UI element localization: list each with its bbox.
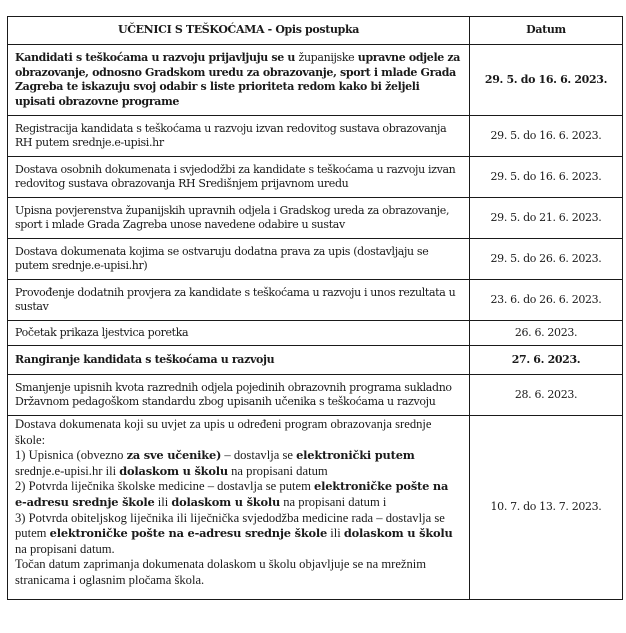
- row-date: 10. 7. do 13. 7. 2023.: [470, 416, 623, 600]
- documents-item-3: [15, 511, 462, 558]
- row-description: [8, 416, 470, 600]
- row-description: Dostava dokumenata kojima se ostvaruju dodatna prava za upis (dostavljaju se putem srednje.e-upisi.hr): [8, 239, 470, 280]
- text-segment: na propisani datum.: [15, 541, 115, 556]
- text-segment: na propisani datum i: [280, 494, 387, 509]
- text-segment: 2) Potvrda liječnika školske medicine – dostavlja se putem: [15, 479, 315, 494]
- table-row: [8, 346, 623, 375]
- row-description: Početak prikaza ljestvica poretka: [8, 321, 470, 346]
- row-date: 27. 6. 2023.: [470, 346, 623, 375]
- row-date: 29. 5. do 16. 6. 2023.: [470, 45, 623, 116]
- row-date: 28. 6. 2023.: [470, 375, 623, 416]
- row-date: 26. 6. 2023.: [470, 321, 623, 346]
- row-description: Rangiranje kandidata s teškoćama u razvoju: [8, 346, 470, 375]
- emphasized-text: elektronički putem: [296, 448, 415, 463]
- documents-item-2: [15, 479, 462, 510]
- row-description: Dostava osobnih dokumenata i svjedodžbi za kandidate s teškoćama u razvoju izvan redovitog sustava obrazovanja RH Središnjem prijavnom uredu: [8, 157, 470, 198]
- table-row: [8, 280, 623, 321]
- text-segment: 1) Upisnica (obvezno: [15, 448, 127, 463]
- emphasized-text: dolaskom u školu: [171, 494, 281, 509]
- table-row: [8, 198, 623, 239]
- row-description: Registracija kandidata s teškoćama u razvoju izvan redovitog sustava obrazovanja RH putem srednje.e-upisi.hr: [8, 116, 470, 157]
- text-segment: srednje.e-upisi.hr ili: [15, 463, 120, 478]
- table-row: [8, 375, 623, 416]
- schedule-table: [7, 16, 623, 600]
- row-description: Upisna povjerenstva županijskih upravnih odjela i Gradskog ureda za obrazovanje, sport i mlade Grada Zagreba unose navedene odabire u sustav: [8, 198, 470, 239]
- documents-intro: Dostava dokumenata koji su uvjet za upis u određeni program obrazovanja srednje škole:: [15, 417, 432, 447]
- row-date: 29. 5. do 21. 6. 2023.: [470, 198, 623, 239]
- emphasized-text: elektroničke pošte na e-adresu srednje škole: [15, 479, 449, 509]
- text-segment: 3) Potvrda obiteljskog liječnika ili liječnička svjedodžba medicine rada – dostavlja se putem: [15, 510, 445, 541]
- row-description: Kandidati s teškoćama u razvoju prijavljuju se u županijske upravne odjele za obrazovanje, odnosno Gradskom uredu za obrazovanje, sport i mlade Grada Zagreba te iskazuju svoj odabir s liste prioriteta redom kako bi željeli upisati obrazovne programe: [8, 45, 470, 116]
- text-segment: na propisani datum: [227, 463, 328, 478]
- column-header-description: UČENICI S TEŠKOĆAMA - Opis postupka: [8, 17, 470, 45]
- row-date: 23. 6. do 26. 6. 2023.: [470, 280, 623, 321]
- row-date: 29. 5. do 16. 6. 2023.: [470, 116, 623, 157]
- table-row: [8, 45, 623, 116]
- column-header-date: Datum: [470, 17, 623, 45]
- emphasized-text: dolaskom u školu: [343, 526, 453, 541]
- emphasized-text: elektroničke pošte na e-adresu srednje škole: [49, 526, 328, 541]
- emphasized-text: za sve učenike): [126, 448, 222, 463]
- text-segment: ili: [154, 494, 172, 509]
- row-description: Smanjenje upisnih kvota razrednih odjela pojedinih obrazovnih programa sukladno Državnom pedagoškom standardu zbog upisanih učenika s teškoćama u razvoju: [8, 375, 470, 416]
- table-row: [8, 157, 623, 198]
- table-header-row: [8, 17, 623, 45]
- table-row: [8, 116, 623, 157]
- documents-outro: Točan datum zaprimanja dokumenata dolaskom u školu objavljuje se na mrežnim stranicama i oglasnim pločama škola.: [15, 557, 427, 587]
- text-segment: – dostavlja se: [221, 448, 297, 463]
- row-description: Provođenje dodatnih provjera za kandidate s teškoćama u razvoju i unos rezultata u sustav: [8, 280, 470, 321]
- row-date: 29. 5. do 26. 6. 2023.: [470, 239, 623, 280]
- table-row: [8, 321, 623, 346]
- inline-normal-text: županijske: [298, 51, 355, 64]
- text-segment: ili: [327, 526, 344, 541]
- table-row: [8, 416, 623, 600]
- emphasized-text: dolaskom u školu: [119, 463, 228, 478]
- table-row: [8, 239, 623, 280]
- documents-item-1: [15, 448, 462, 479]
- row-date: 29. 5. do 16. 6. 2023.: [470, 157, 623, 198]
